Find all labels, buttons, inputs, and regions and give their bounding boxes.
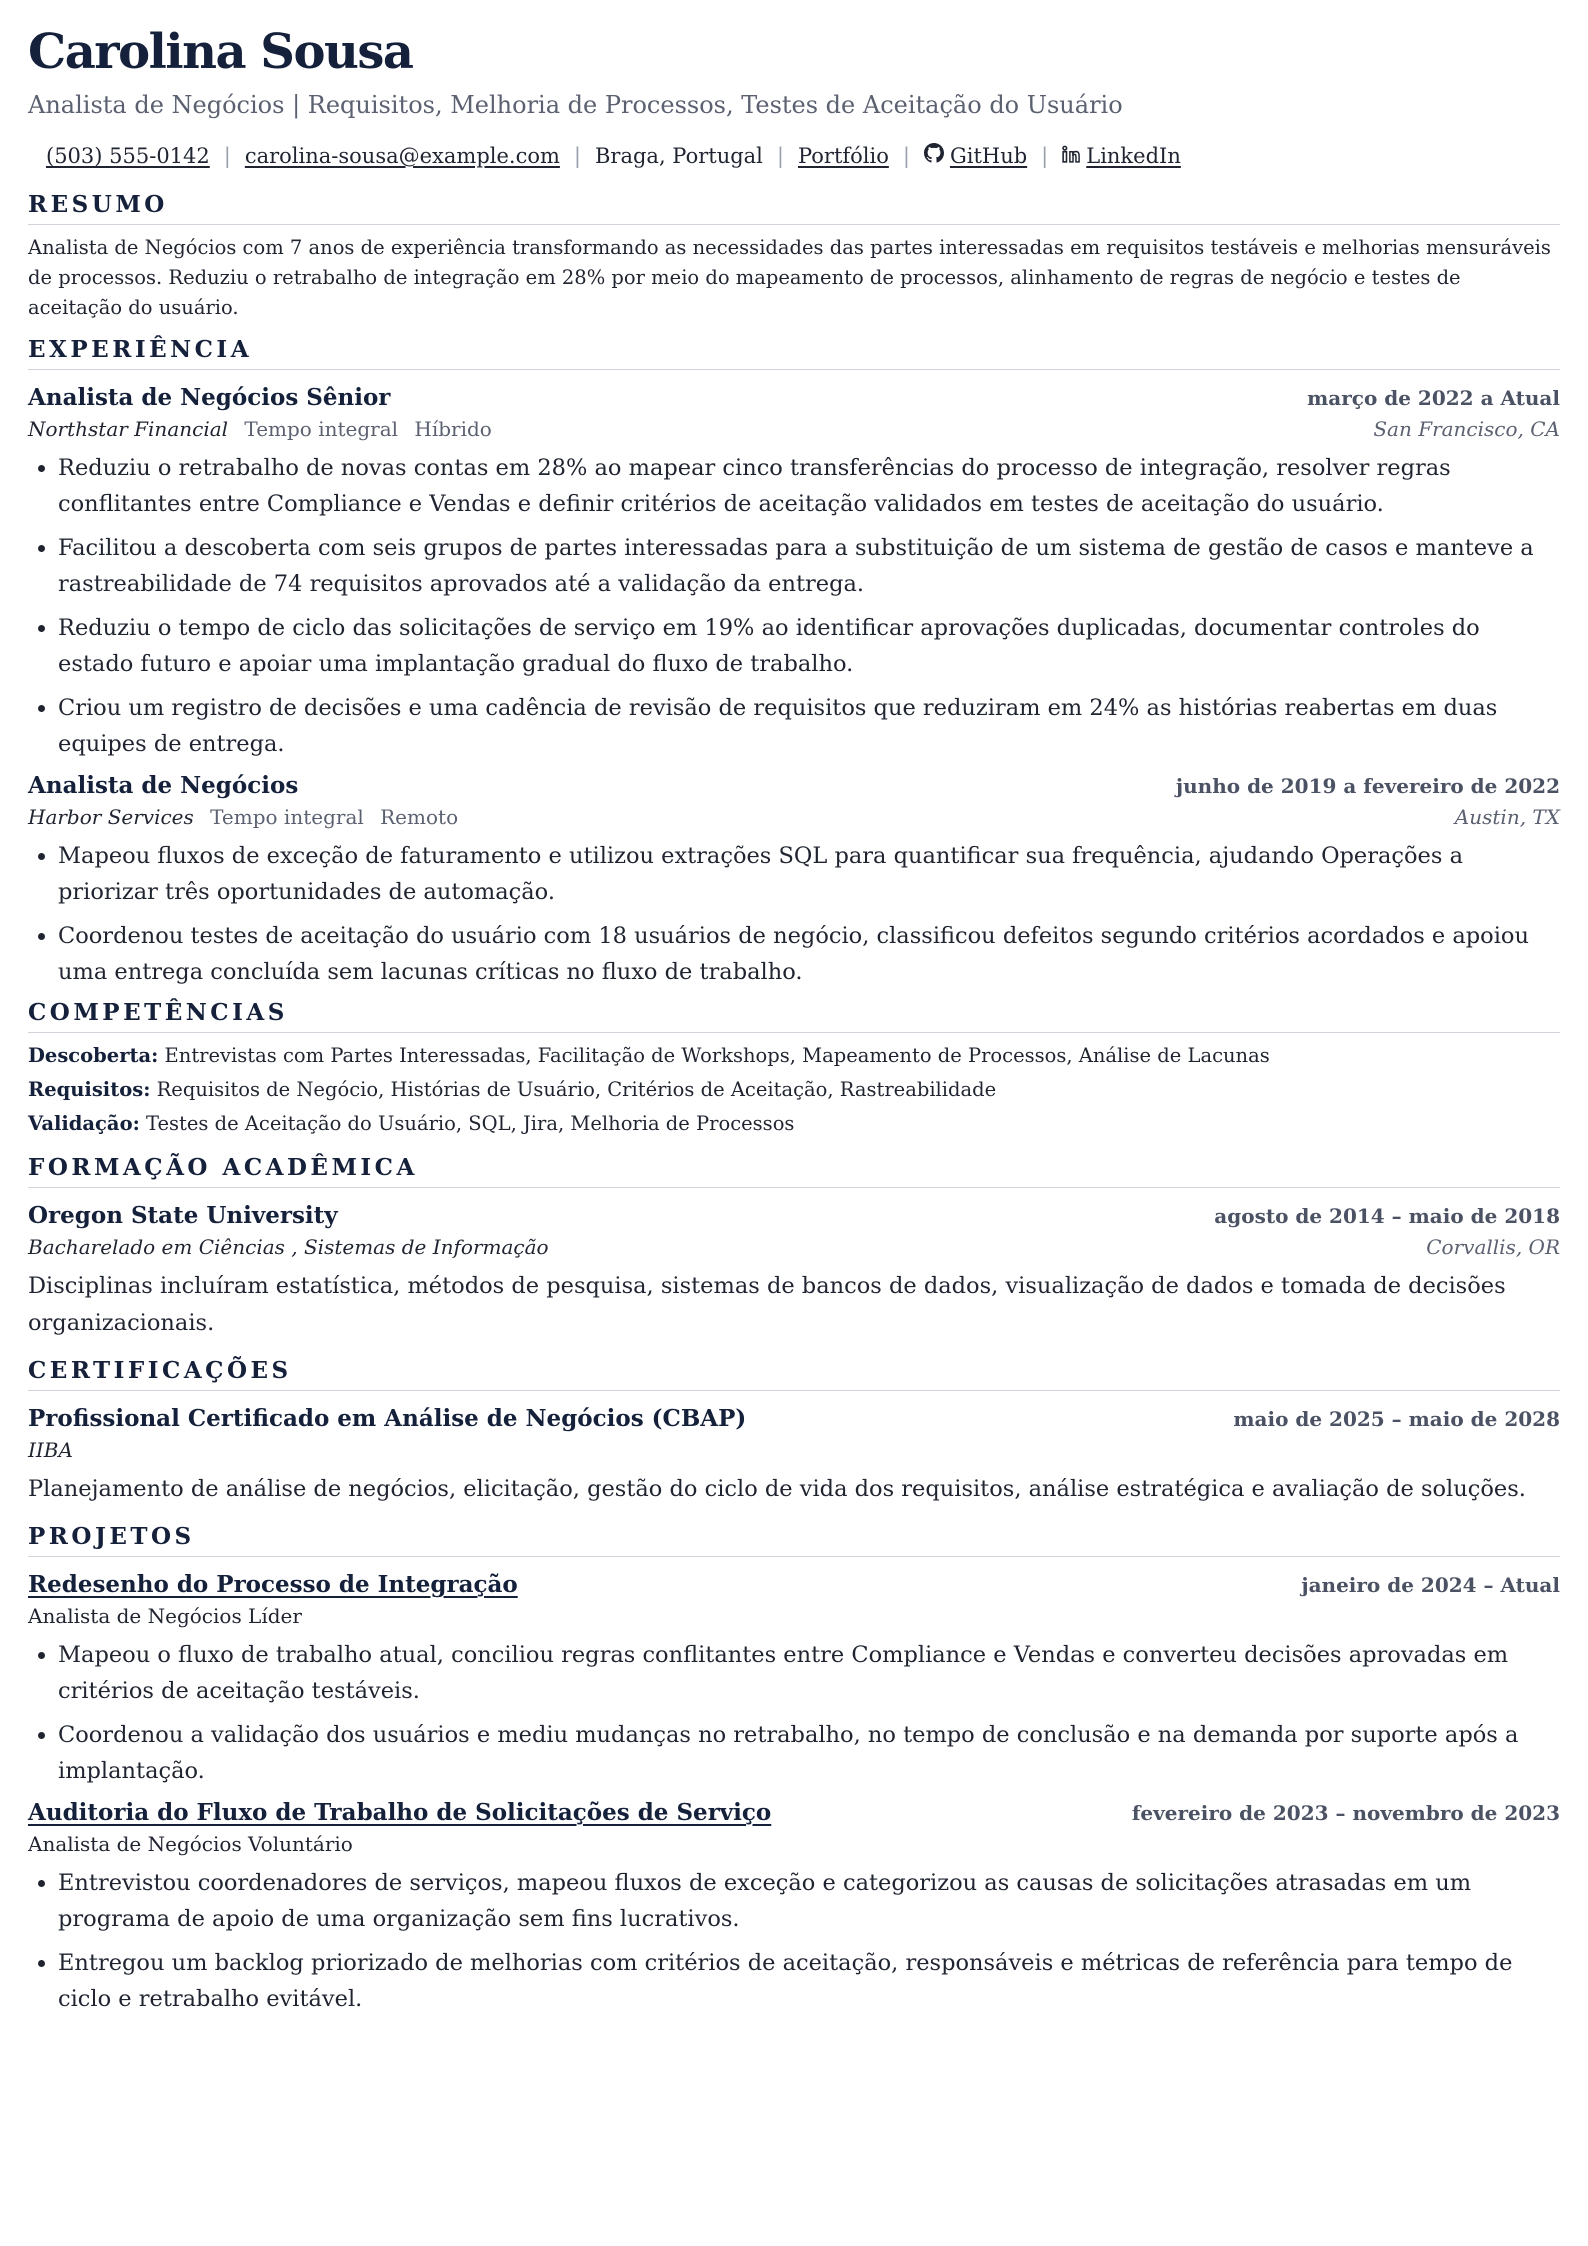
divider: | xyxy=(902,144,910,168)
job-dates: junho de 2019 a fevereiro de 2022 xyxy=(1175,774,1560,798)
skill-group-label: Requisitos: xyxy=(28,1078,151,1101)
employer: Harbor Services xyxy=(28,805,194,829)
skill-group-items: Requisitos de Negócio, Histórias de Usuário, Critérios de Aceitação, Rastreabilidade xyxy=(156,1078,997,1101)
degree: Bacharelado em Ciências , Sistemas de Informação xyxy=(28,1235,549,1259)
achievement-item: • Mapeou fluxos de exceção de faturamento e utilizou extrações SQL para quantificar sua frequência, ajudando Operações a priorizar três oportunidades de automação. xyxy=(58,838,1560,910)
certification-dates: maio de 2025 – maio de 2028 xyxy=(1233,1407,1560,1431)
project-role: Analista de Negócios Líder xyxy=(28,1604,302,1628)
job-title: Analista de Negócios xyxy=(28,772,299,799)
divider: | xyxy=(223,144,231,168)
project-bullet-list xyxy=(28,1637,1560,1789)
project-bullet: • Entregou um backlog priorizado de melhorias com critérios de aceitação, responsáveis e métricas de referência para tempo de ciclo e retrabalho evitável. xyxy=(58,1945,1560,2017)
school-name: Oregon State University xyxy=(28,1202,338,1229)
job-title: Analista de Negócios Sênior xyxy=(28,384,391,411)
location-text: Braga, Portugal xyxy=(594,144,763,168)
project-bullet: • Mapeou o fluxo de trabalho atual, conciliou regras conflitantes entre Compliance e Vendas e converteu decisões aprovadas em critérios de aceitação testáveis. xyxy=(58,1637,1560,1709)
section-title-experience: EXPERIÊNCIA xyxy=(28,337,1560,370)
project-title-link[interactable]: Redesenho do Processo de Integração xyxy=(28,1571,518,1598)
skills-section xyxy=(28,1000,1560,1141)
employment-type: Tempo integral xyxy=(210,805,364,829)
linkedin-icon xyxy=(1062,142,1080,170)
project-dates: janeiro de 2024 – Atual xyxy=(1301,1573,1560,1597)
divider: | xyxy=(1041,144,1049,168)
experience-entry xyxy=(28,382,1560,762)
project-entry xyxy=(28,1569,1560,1789)
achievement-item: • Criou um registro de decisões e uma cadência de revisão de requisitos que reduziram em 24% as histórias reabertas em duas equipes de entrega. xyxy=(58,690,1560,762)
email-link[interactable]: carolina-sousa@example.com xyxy=(244,144,560,168)
skill-group-items: Testes de Aceitação do Usuário, SQL, Jira, Melhoria de Processos xyxy=(145,1112,795,1135)
job-location: Austin, TX xyxy=(1454,805,1560,829)
work-mode: Híbrido xyxy=(414,417,492,441)
job-location: San Francisco, CA xyxy=(1373,417,1560,441)
achievement-item: • Reduziu o tempo de ciclo das solicitações de serviço em 19% ao identificar aprovações duplicadas, documentar controles do estado futuro e apoiar uma implantação gradual do fluxo de trabalho. xyxy=(58,610,1560,682)
github-link[interactable]: GitHub xyxy=(949,144,1028,168)
achievement-item: • Facilitou a descoberta com seis grupos de partes interessadas para a substituição de um sistema de gestão de casos e manteve a rastreabilidade de 74 requisitos aprovados até a validação da entrega. xyxy=(58,530,1560,602)
certification-details: Planejamento de análise de negócios, elicitação, gestão do ciclo de vida dos requisitos, análise estratégica e avaliação de soluções. xyxy=(28,1476,1526,1502)
summary-section xyxy=(28,192,1560,323)
candidate-name: Carolina Sousa xyxy=(28,24,413,80)
education-entry xyxy=(28,1200,1560,1342)
project-bullet: • Coordenou a validação dos usuários e mediu mudanças no retrabalho, no tempo de conclusão e na demanda por suporte após a implantação. xyxy=(58,1717,1560,1789)
portfolio-link[interactable]: Portfólio xyxy=(797,144,889,168)
skill-group-items: Entrevistas com Partes Interessadas, Facilitação de Workshops, Mapeamento de Processos, Análise de Lacunas xyxy=(164,1044,1270,1067)
project-dates: fevereiro de 2023 – novembro de 2023 xyxy=(1131,1801,1560,1825)
certification-title: Profissional Certificado em Análise de Negócios (CBAP) xyxy=(28,1405,747,1432)
certification-entry xyxy=(28,1403,1560,1508)
education-details: Disciplinas incluíram estatística, métodos de pesquisa, sistemas de bancos de dados, visualização de dados e tomada de decisões organizacionais. xyxy=(28,1273,1506,1336)
skill-group xyxy=(28,1039,1560,1073)
divider: | xyxy=(573,144,581,168)
projects-section xyxy=(28,1524,1560,2017)
phone-link[interactable]: (503) 555-0142 xyxy=(46,144,210,168)
skill-group xyxy=(28,1073,1560,1107)
achievement-item: • Coordenou testes de aceitação do usuário com 18 usuários de negócio, classificou defeitos segundo critérios acordados e apoiou uma entrega concluída sem lacunas críticas no fluxo de trabalho. xyxy=(58,918,1560,990)
employer: Northstar Financial xyxy=(28,417,229,441)
skill-group-label: Validação: xyxy=(28,1112,140,1135)
education-section xyxy=(28,1155,1560,1342)
section-title-summary: RESUMO xyxy=(28,192,1560,225)
project-bullet: • Entrevistou coordenadores de serviços, mapeou fluxos de exceção e categorizou as causas de solicitações atrasadas em um programa de apoio de uma organização sem fins lucrativos. xyxy=(58,1865,1560,1937)
linkedin-link[interactable]: LinkedIn xyxy=(1086,144,1181,168)
education-dates: agosto de 2014 – maio de 2018 xyxy=(1214,1204,1560,1228)
employment-type: Tempo integral xyxy=(244,417,399,441)
contact-bar xyxy=(28,142,1560,170)
experience-section xyxy=(28,337,1560,990)
github-icon xyxy=(924,142,944,170)
skill-group-label: Descoberta: xyxy=(28,1044,159,1067)
section-title-projects: PROJETOS xyxy=(28,1524,1560,1557)
section-title-skills: COMPETÊNCIAS xyxy=(28,1000,1560,1033)
job-dates: março de 2022 a Atual xyxy=(1307,386,1560,410)
achievement-list xyxy=(28,450,1560,762)
summary-text: Analista de Negócios com 7 anos de experiência transformando as necessidades das partes interessadas em requisitos testáveis e melhorias mensuráveis de processos. Reduziu o retrabalho de integração em 28% por meio do mapeamento de processos, alinhamento de regras de negócio e testes de aceitação do usuário. xyxy=(28,236,1551,319)
project-title-link[interactable]: Auditoria do Fluxo de Trabalho de Solicitações de Serviço xyxy=(28,1799,772,1826)
skill-group xyxy=(28,1107,1560,1141)
school-location: Corvallis, OR xyxy=(1426,1235,1560,1259)
certification-issuer: IIBA xyxy=(28,1438,73,1462)
project-entry xyxy=(28,1797,1560,2017)
work-mode: Remoto xyxy=(380,805,459,829)
headline: Analista de Negócios | Requisitos, Melhoria de Processos, Testes de Aceitação do Usuário xyxy=(28,91,1123,119)
section-title-certifications: CERTIFICAÇÕES xyxy=(28,1358,1560,1391)
section-title-education: FORMAÇÃO ACADÊMICA xyxy=(28,1155,1560,1188)
project-role: Analista de Negócios Voluntário xyxy=(28,1832,353,1856)
certifications-section xyxy=(28,1358,1560,1508)
achievement-list xyxy=(28,838,1560,990)
experience-entry xyxy=(28,770,1560,990)
achievement-item: • Reduziu o retrabalho de novas contas em 28% ao mapear cinco transferências do processo de integração, resolver regras conflitantes entre Compliance e Vendas e definir critérios de aceitação validados em testes de aceitação do usuário. xyxy=(58,450,1560,522)
divider: | xyxy=(776,144,784,168)
project-bullet-list xyxy=(28,1865,1560,2017)
